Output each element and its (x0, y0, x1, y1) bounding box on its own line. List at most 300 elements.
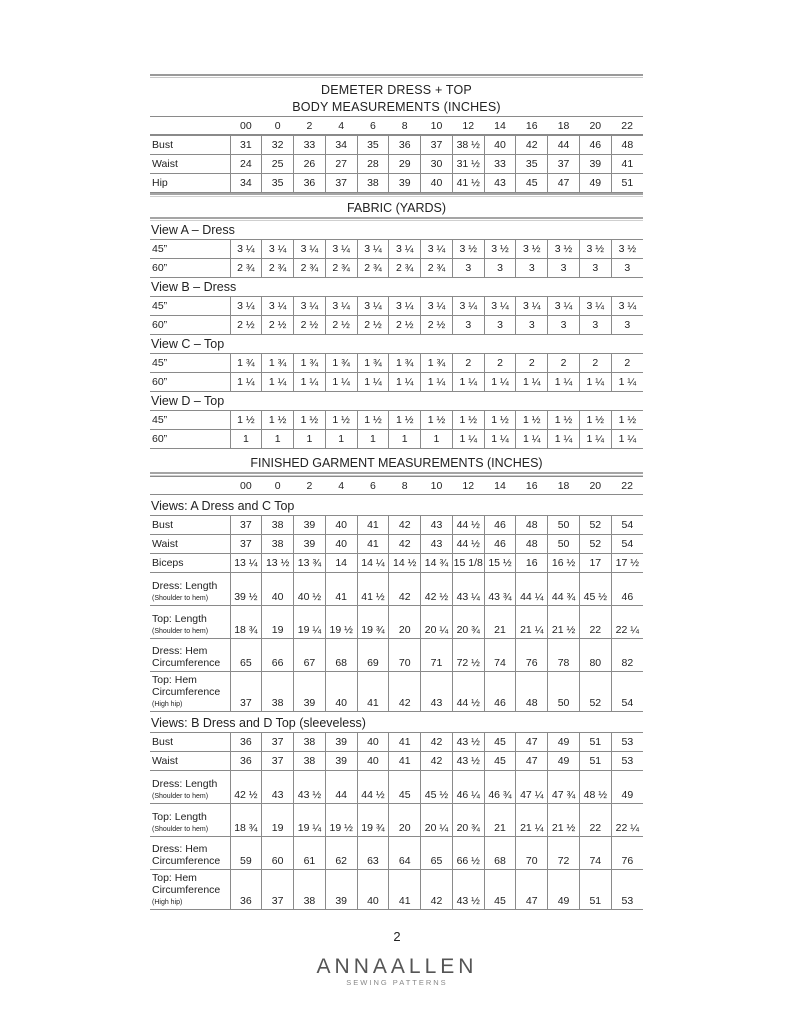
table-cell: 2 ¾ (325, 259, 357, 278)
table-cell: 3 ¼ (325, 240, 357, 259)
table-cell: 2 ¾ (230, 259, 262, 278)
table-cell: 27 (325, 155, 357, 174)
row-label-text-2: Circumference (152, 657, 221, 669)
row-label-note: (Shoulder to hem) (152, 628, 209, 635)
table-cell: 41 (389, 733, 421, 752)
table-cell: 31 ½ (452, 155, 484, 174)
size-label: 22 (621, 479, 633, 492)
table-cell: 21 ¼ (516, 606, 548, 639)
table-cell: 1 ½ (579, 411, 611, 430)
table-cell: 54 (611, 672, 643, 712)
table-cell: 54 (611, 516, 643, 535)
table-cell: 2 (484, 354, 516, 373)
table-cell: 2 (611, 354, 643, 373)
table-cell: 37 (548, 155, 580, 174)
table-cell: 3 ½ (611, 240, 643, 259)
table-cell: 1 ½ (389, 411, 421, 430)
table-cell: 52 (579, 672, 611, 712)
table-cell: 38 (262, 672, 294, 712)
table-cell: 40 (484, 136, 516, 155)
row-label (150, 430, 230, 449)
table-cell: 1 ¾ (325, 354, 357, 373)
table-cell: 70 (516, 837, 548, 870)
table-cell: 48 ½ (579, 771, 611, 804)
table-cell: 34 (230, 174, 262, 193)
table-cell: 14 ¾ (421, 554, 453, 573)
row-label (150, 174, 230, 193)
table-cell: 45 (484, 870, 516, 910)
table-cell: 1 ¼ (579, 373, 611, 392)
table-cell: 59 (230, 837, 262, 870)
row-label (150, 639, 230, 672)
table-cell: 41 ½ (357, 573, 389, 606)
brand-logo (0, 955, 794, 987)
fabric-table (150, 239, 643, 278)
table-cell: 33 (294, 136, 326, 155)
row-label (150, 771, 230, 804)
table-cell: 46 (579, 136, 611, 155)
table-cell: 35 (516, 155, 548, 174)
table-cell: 50 (548, 672, 580, 712)
row-label (150, 259, 230, 278)
table-cell: 1 (421, 430, 453, 449)
size-label: 18 (557, 479, 570, 492)
row-label-text: 45” (152, 357, 168, 369)
table-cell: 2 ¾ (389, 259, 421, 278)
row-label-text: Top: Length (152, 811, 207, 823)
table-cell: 1 ¾ (262, 354, 294, 373)
table-cell: 3 (579, 259, 611, 278)
table-cell: 3 ½ (579, 240, 611, 259)
table-cell: 78 (548, 639, 580, 672)
table-cell: 39 (294, 516, 326, 535)
table-cell: 47 (516, 733, 548, 752)
table-cell: 1 ¾ (230, 354, 262, 373)
size-label: 4 (338, 479, 345, 492)
table-cell: 43 ½ (452, 752, 484, 771)
table-cell: 14 ½ (389, 554, 421, 573)
table-cell: 71 (421, 639, 453, 672)
table-cell: 1 ½ (262, 411, 294, 430)
table-cell: 37 (262, 752, 294, 771)
table-cell: 1 (262, 430, 294, 449)
table-cell: 2 ¾ (421, 259, 453, 278)
table-cell: 3 ¼ (611, 297, 643, 316)
table-cell: 3 ¼ (294, 240, 326, 259)
table-cell: 3 ¼ (262, 240, 294, 259)
table-cell: 37 (262, 733, 294, 752)
table-cell: 65 (230, 639, 262, 672)
table-cell: 1 ¼ (452, 373, 484, 392)
table-cell: 1 ¾ (421, 354, 453, 373)
table-cell: 2 ½ (421, 316, 453, 335)
row-label-text: Dress: Length (152, 580, 218, 592)
table-cell: 44 (325, 771, 357, 804)
table-cell: 80 (579, 639, 611, 672)
table-cell: 40 (325, 535, 357, 554)
row-label (150, 297, 230, 316)
size-label: 12 (462, 119, 475, 132)
table-cell: 1 ¼ (421, 373, 453, 392)
table-cell: 46 (484, 672, 516, 712)
table-cell: 76 (611, 837, 643, 870)
row-label-text: 60” (152, 376, 168, 388)
row-label (150, 535, 230, 554)
table-cell: 2 ½ (389, 316, 421, 335)
table-cell: 1 ¼ (452, 430, 484, 449)
table-row (150, 606, 643, 639)
table-cell: 37 (421, 136, 453, 155)
table-cell: 41 (357, 672, 389, 712)
table-cell: 20 ¾ (452, 804, 484, 837)
table-cell: 3 (452, 259, 484, 278)
row-label (150, 733, 230, 752)
table-cell: 35 (357, 136, 389, 155)
size-label: 00 (240, 119, 252, 132)
section-rule (150, 217, 643, 221)
table-cell: 40 (325, 672, 357, 712)
table-cell: 48 (516, 535, 548, 554)
table-cell: 3 ¼ (389, 240, 421, 259)
table-cell: 3 ¼ (262, 297, 294, 316)
table-cell: 38 (294, 733, 326, 752)
table-cell: 29 (389, 155, 421, 174)
table-cell: 1 ½ (325, 411, 357, 430)
table-cell: 38 (262, 516, 294, 535)
table-cell: 42 (421, 870, 453, 910)
size-label: 18 (557, 119, 570, 132)
size-label: 20 (589, 479, 602, 492)
row-label-text: Waist (152, 538, 178, 550)
table-cell: 39 ½ (230, 573, 262, 606)
table-cell: 1 ½ (357, 411, 389, 430)
table-cell: 3 ¼ (452, 297, 484, 316)
table-cell: 22 (579, 804, 611, 837)
table-cell: 1 ¼ (484, 373, 516, 392)
pattern-title: DEMETER DRESS + TOP (321, 83, 472, 97)
table-row (150, 155, 643, 174)
table-cell: 40 (262, 573, 294, 606)
table-row (150, 535, 643, 554)
row-label-text-2: Circumference (152, 855, 221, 867)
fabric-table (150, 353, 643, 392)
table-cell: 49 (579, 174, 611, 193)
table-cell: 2 ¾ (262, 259, 294, 278)
finished-size-header (150, 476, 643, 495)
table-cell: 36 (294, 174, 326, 193)
table-row (150, 573, 643, 606)
table-cell: 51 (579, 870, 611, 910)
row-label-text: Waist (152, 755, 178, 767)
row-label (150, 672, 230, 712)
table-cell: 19 ½ (325, 606, 357, 639)
table-cell: 41 (389, 752, 421, 771)
row-label (150, 373, 230, 392)
row-label-note: (Shoulder to hem) (152, 793, 209, 800)
table-cell: 41 (357, 516, 389, 535)
table-row (150, 672, 643, 712)
table-cell: 3 ¼ (516, 297, 548, 316)
row-label (150, 837, 230, 870)
table-cell: 49 (548, 870, 580, 910)
table-cell: 1 ¼ (325, 373, 357, 392)
table-cell: 1 ¼ (484, 430, 516, 449)
table-cell: 3 ¼ (484, 297, 516, 316)
table-cell: 37 (262, 870, 294, 910)
row-label (150, 354, 230, 373)
table-cell: 19 ¼ (294, 606, 326, 639)
table-cell: 1 ¾ (389, 354, 421, 373)
table-cell: 15 ½ (484, 554, 516, 573)
table-cell: 44 (548, 136, 580, 155)
table-cell: 1 ¼ (389, 373, 421, 392)
size-header-row (150, 117, 643, 135)
table-cell: 44 ½ (357, 771, 389, 804)
table-cell: 41 (611, 155, 643, 174)
row-label (150, 752, 230, 771)
table-row (150, 771, 643, 804)
table-cell: 21 (484, 804, 516, 837)
table-cell: 20 ¼ (421, 606, 453, 639)
table-cell: 21 ½ (548, 804, 580, 837)
row-label (150, 155, 230, 174)
size-label: 14 (494, 479, 506, 492)
table-cell: 39 (325, 733, 357, 752)
view-label: View A – Dress (151, 223, 235, 237)
table-cell: 46 (611, 573, 643, 606)
row-label-text: Dress: Hem (152, 843, 208, 855)
table-cell: 3 ¼ (230, 240, 262, 259)
table-cell: 63 (357, 837, 389, 870)
table-cell: 42 (389, 573, 421, 606)
table-cell: 38 ½ (452, 136, 484, 155)
row-label-text: Dress: Length (152, 778, 218, 790)
size-label: 4 (338, 119, 345, 132)
fabric-table (150, 296, 643, 335)
table-cell: 34 (325, 136, 357, 155)
group-label: Views: B Dress and D Top (sleeveless) (151, 716, 366, 730)
table-cell: 1 ½ (484, 411, 516, 430)
table-cell: 1 (357, 430, 389, 449)
table-cell: 36 (389, 136, 421, 155)
body-size-header (150, 116, 643, 135)
table-row (150, 870, 643, 910)
table-cell: 14 (325, 554, 357, 573)
brand-tagline: SEWING PATTERNS (346, 978, 448, 987)
measurement-sheet (150, 74, 643, 910)
table-cell: 2 ½ (325, 316, 357, 335)
table-row (150, 136, 643, 155)
table-cell: 3 (611, 259, 643, 278)
table-cell: 69 (357, 639, 389, 672)
table-row (150, 411, 643, 430)
table-cell: 66 (262, 639, 294, 672)
row-label-text: Top: Hem (152, 674, 197, 686)
table-cell: 39 (325, 752, 357, 771)
table-cell: 19 ¼ (294, 804, 326, 837)
table-cell: 60 (262, 837, 294, 870)
table-cell: 54 (611, 535, 643, 554)
table-cell: 2 ½ (357, 316, 389, 335)
table-cell: 64 (389, 837, 421, 870)
table-cell: 40 (357, 752, 389, 771)
row-label (150, 804, 230, 837)
table-cell: 21 (484, 606, 516, 639)
table-cell: 46 (484, 516, 516, 535)
table-cell: 68 (325, 639, 357, 672)
table-cell: 39 (389, 174, 421, 193)
table-cell: 2 (516, 354, 548, 373)
fabric-views (150, 222, 643, 449)
table-cell: 42 (421, 752, 453, 771)
table-cell: 3 (548, 259, 580, 278)
table-cell: 48 (516, 516, 548, 535)
size-label: 10 (430, 479, 443, 492)
table-cell: 1 ½ (548, 411, 580, 430)
table-cell: 38 (357, 174, 389, 193)
row-label-note: (High hip) (152, 899, 183, 906)
view-label: View D – Top (151, 394, 225, 408)
fabric-title: FABRIC (YARDS) (346, 201, 447, 215)
table-cell: 3 (516, 259, 548, 278)
table-row (150, 804, 643, 837)
size-label: 8 (401, 479, 408, 492)
table-cell: 16 (516, 554, 548, 573)
table-cell: 42 (389, 535, 421, 554)
table-cell: 3 ¼ (230, 297, 262, 316)
table-cell: 3 ¼ (357, 240, 389, 259)
table-cell: 65 (421, 837, 453, 870)
table-cell: 33 (484, 155, 516, 174)
table-row (150, 174, 643, 193)
table-cell: 43 (262, 771, 294, 804)
table-cell: 40 (421, 174, 453, 193)
table-cell: 42 (421, 733, 453, 752)
table-cell: 74 (484, 639, 516, 672)
table-cell: 30 (421, 155, 453, 174)
table-cell: 52 (579, 535, 611, 554)
table-cell: 38 (294, 752, 326, 771)
row-label-text: Bust (152, 519, 174, 531)
table-cell: 45 ½ (421, 771, 453, 804)
table-cell: 50 (548, 516, 580, 535)
row-label (150, 411, 230, 430)
table-cell: 2 (579, 354, 611, 373)
size-label: 0 (274, 119, 281, 132)
table-cell: 46 ¾ (484, 771, 516, 804)
row-label (150, 573, 230, 606)
table-cell: 1 ¼ (579, 430, 611, 449)
table-cell: 42 (389, 516, 421, 535)
table-cell: 51 (611, 174, 643, 193)
table-cell: 24 (230, 155, 262, 174)
table-cell: 1 ½ (294, 411, 326, 430)
table-cell: 3 ½ (548, 240, 580, 259)
table-cell: 1 (230, 430, 262, 449)
table-cell: 2 ½ (294, 316, 326, 335)
table-cell: 46 (484, 535, 516, 554)
table-cell: 32 (262, 136, 294, 155)
table-cell: 43 (421, 535, 453, 554)
table-cell: 70 (389, 639, 421, 672)
table-cell: 19 ¾ (357, 606, 389, 639)
table-cell: 3 ¼ (421, 240, 453, 259)
table-cell: 47 ¼ (516, 771, 548, 804)
table-cell: 2 ¾ (357, 259, 389, 278)
row-label-text: Top: Hem (152, 872, 197, 884)
finished-table (150, 732, 643, 910)
row-label-text: Biceps (152, 557, 184, 569)
table-cell: 1 ½ (611, 411, 643, 430)
size-label: 6 (370, 479, 376, 492)
table-cell: 1 ½ (230, 411, 262, 430)
table-cell: 2 ½ (230, 316, 262, 335)
table-cell: 20 (389, 606, 421, 639)
table-cell: 45 (389, 771, 421, 804)
table-cell: 49 (611, 771, 643, 804)
row-label-text: Bust (152, 736, 174, 748)
table-cell: 2 (452, 354, 484, 373)
table-cell: 1 ¼ (262, 373, 294, 392)
size-label: 6 (370, 119, 376, 132)
table-cell: 62 (325, 837, 357, 870)
table-cell: 44 ½ (452, 535, 484, 554)
table-cell: 39 (294, 672, 326, 712)
table-cell: 44 ¼ (516, 573, 548, 606)
table-cell: 48 (516, 672, 548, 712)
table-cell: 17 ½ (611, 554, 643, 573)
table-cell: 51 (579, 733, 611, 752)
table-cell: 43 ½ (294, 771, 326, 804)
table-cell: 1 ¼ (611, 430, 643, 449)
row-label-text: Hip (152, 177, 168, 189)
size-label: 14 (494, 119, 506, 132)
body-measurements-title: BODY MEASUREMENTS (INCHES) (292, 100, 501, 114)
table-cell: 66 ½ (452, 837, 484, 870)
brand-wordmark: ANNAALLEN (316, 955, 478, 978)
size-label: 2 (306, 119, 313, 132)
finished-groups (150, 498, 643, 910)
row-label-text-2: Circumference (152, 884, 221, 896)
table-row (150, 240, 643, 259)
table-cell: 1 ¾ (357, 354, 389, 373)
table-cell: 16 ½ (548, 554, 580, 573)
table-cell: 26 (294, 155, 326, 174)
table-cell: 45 ½ (579, 573, 611, 606)
table-cell: 1 ¾ (294, 354, 326, 373)
table-cell: 43 (421, 672, 453, 712)
table-row (150, 554, 643, 573)
table-cell: 48 (611, 136, 643, 155)
table-cell: 45 (516, 174, 548, 193)
table-cell: 21 ¼ (516, 804, 548, 837)
row-label-text: 60” (152, 262, 168, 274)
table-cell: 40 (325, 516, 357, 535)
size-label: 20 (589, 119, 602, 132)
table-row (150, 259, 643, 278)
table-cell: 53 (611, 733, 643, 752)
table-cell: 3 ¼ (325, 297, 357, 316)
table-cell: 41 (325, 573, 357, 606)
table-cell: 39 (579, 155, 611, 174)
table-cell: 35 (262, 174, 294, 193)
table-cell: 28 (357, 155, 389, 174)
size-label: 10 (430, 119, 443, 132)
table-cell: 61 (294, 837, 326, 870)
table-cell: 50 (548, 535, 580, 554)
table-cell: 1 ½ (421, 411, 453, 430)
table-cell: 44 ¾ (548, 573, 580, 606)
